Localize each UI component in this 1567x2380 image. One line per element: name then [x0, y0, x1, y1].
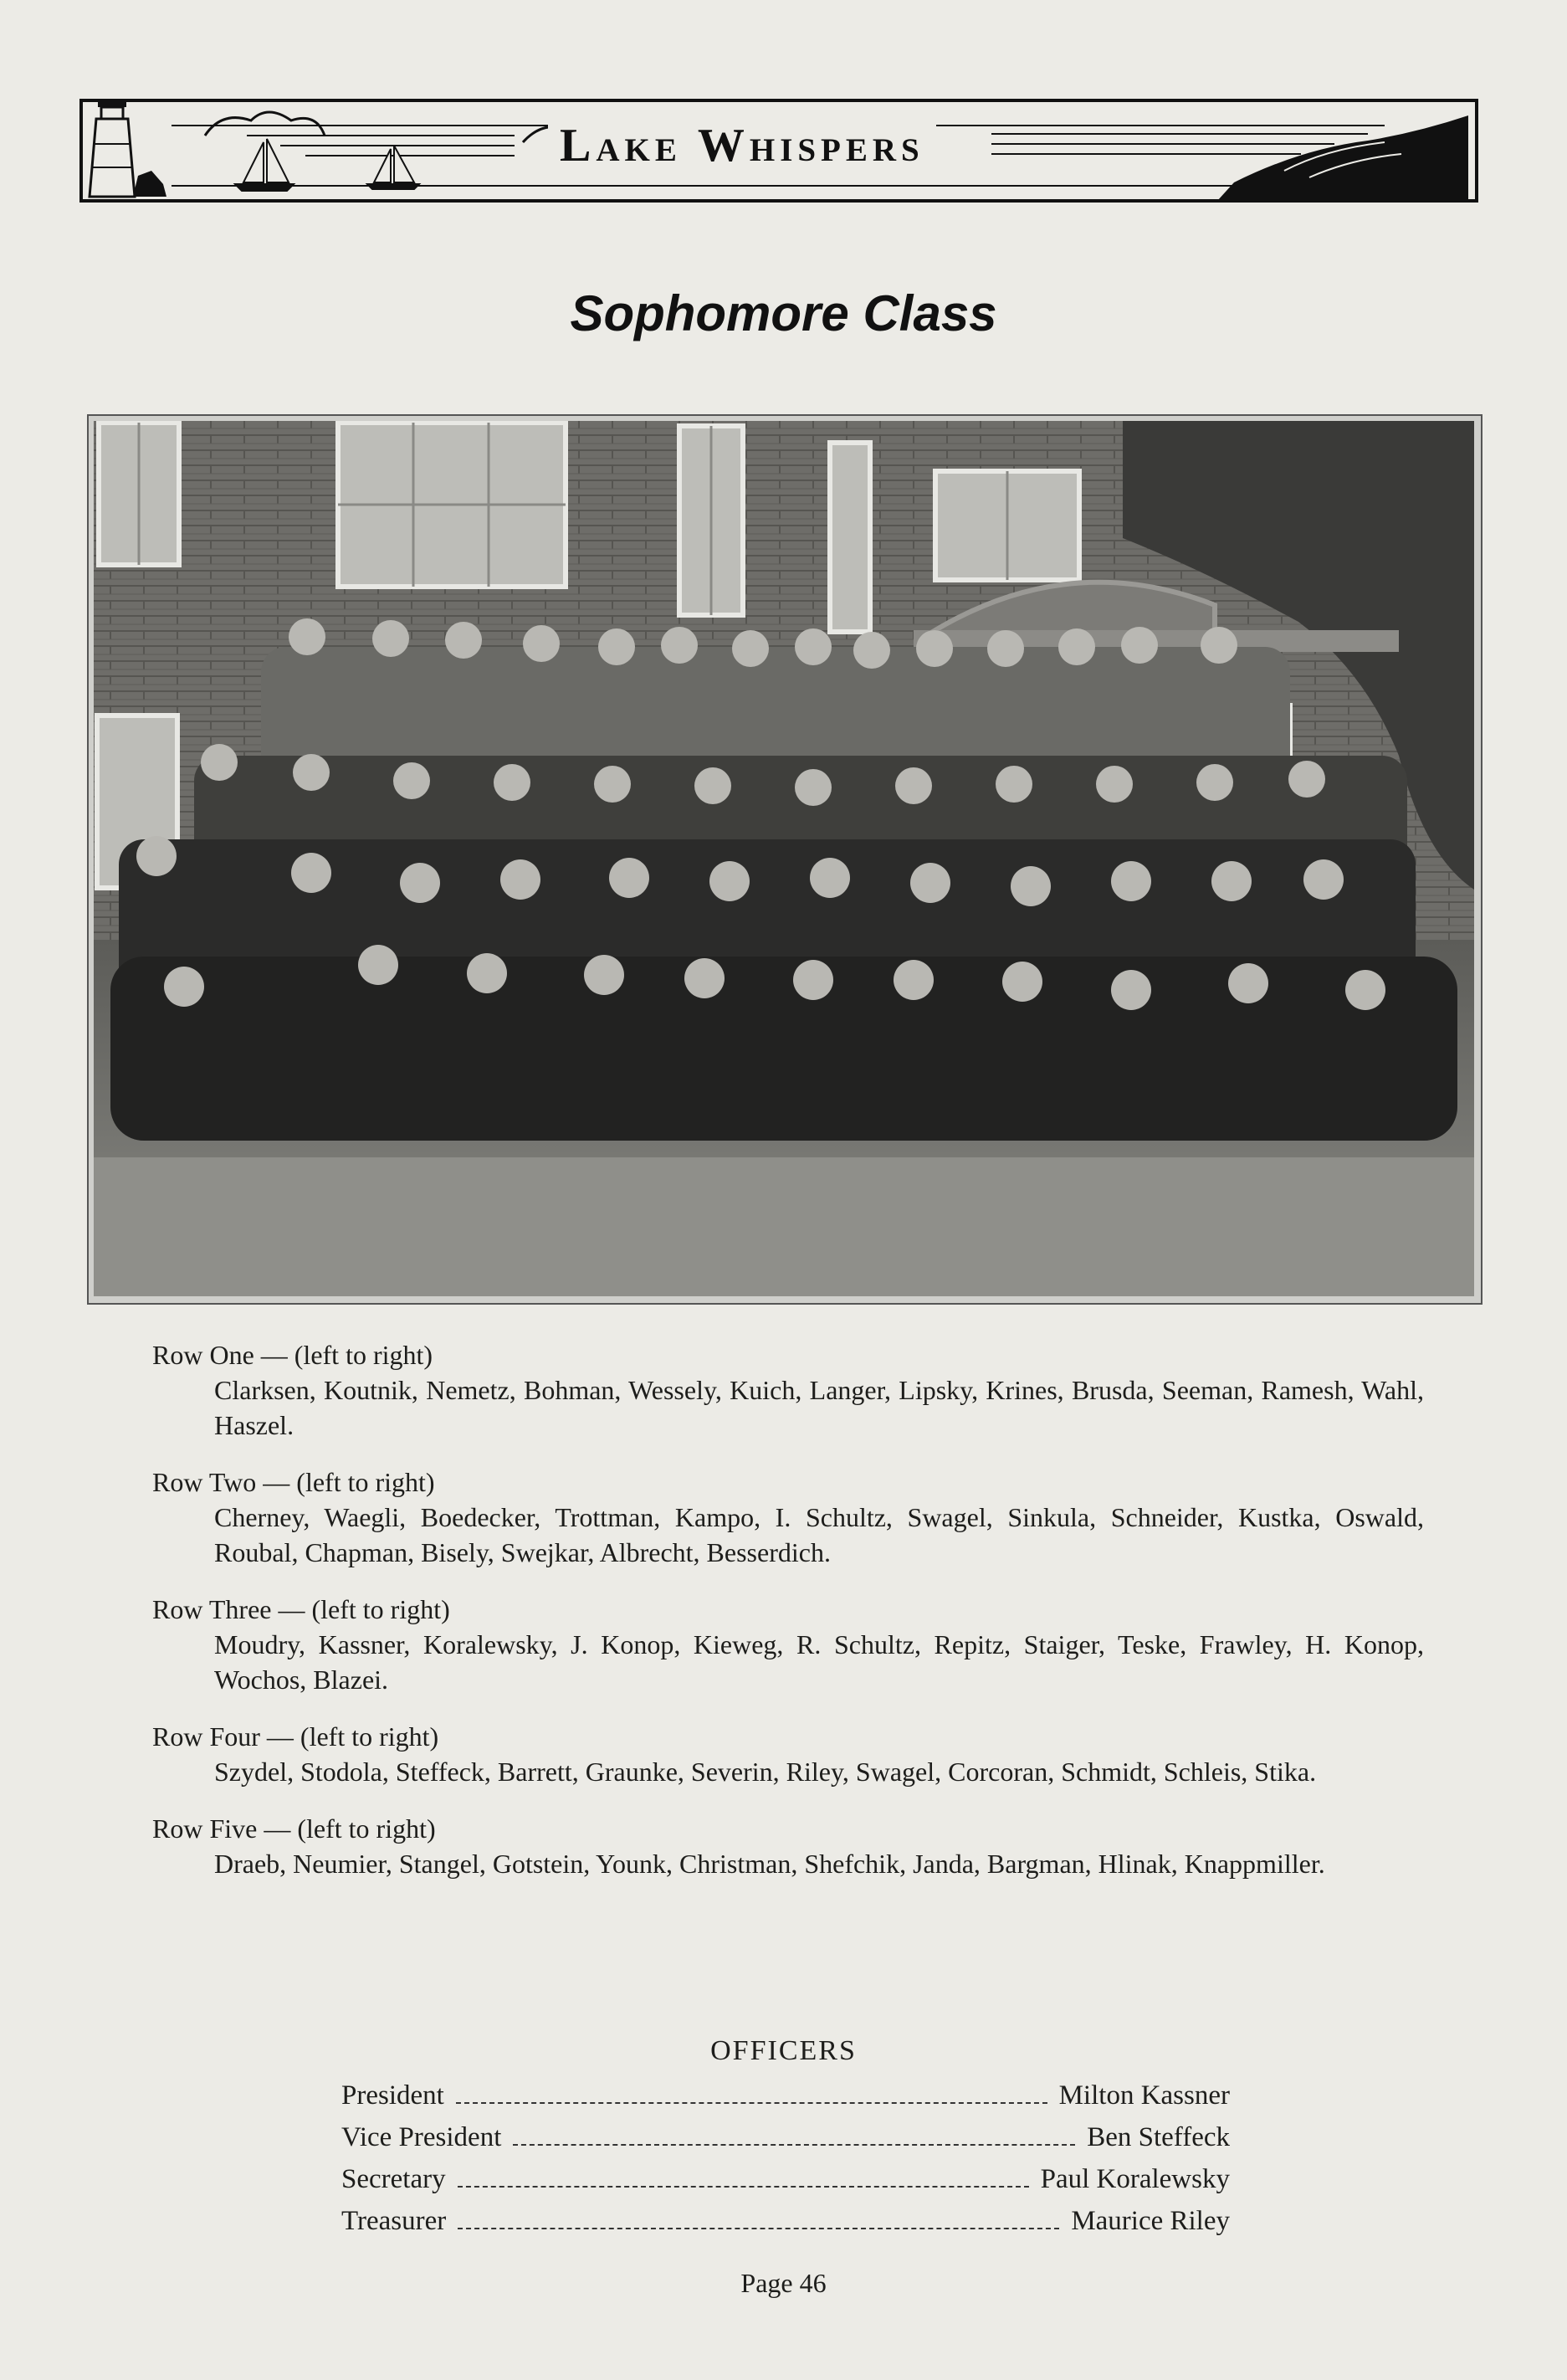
officer-role: President [341, 2080, 444, 2111]
row-names: Moudry, Kassner, Koralewsky, J. Konop, Kieweg, R. Schultz, Repitz, Staiger, Teske, Frawley, H. Konop, Wochos, Blazei. [214, 1629, 1424, 1695]
row-heading: Row One — (left to right) [152, 1340, 433, 1370]
dotted-leader [458, 2167, 1029, 2188]
lighthouse-icon [90, 99, 166, 197]
name-rows [152, 1337, 1424, 1903]
row-caption [152, 1464, 1424, 1570]
header-banner [79, 84, 1478, 205]
row-caption [152, 1592, 1424, 1697]
section-title: Sophomore Class [570, 285, 997, 341]
officers-heading: OFFICERS [710, 2035, 857, 2066]
class-photo [87, 414, 1483, 1305]
row-caption [152, 1719, 1424, 1789]
row-heading: Row Five — (left to right) [152, 1813, 436, 1844]
row-names: Cherney, Waegli, Boedecker, Trottman, Kampo, I. Schultz, Swagel, Sinkula, Schneider, Kustka, Oswald, Roubal, Chapman, Bisely, Swejkar, Albrecht, Besserdich. [214, 1502, 1424, 1567]
row-names: Szydel, Stodola, Steffeck, Barrett, Graunke, Severin, Riley, Swagel, Corcoran, Schmidt, Schleis, Stika. [214, 1757, 1317, 1787]
row-heading: Row Three — (left to right) [152, 1594, 450, 1624]
officer-role: Secretary [341, 2164, 446, 2194]
officer-role: Treasurer [341, 2206, 447, 2236]
row-caption [152, 1337, 1424, 1443]
page-number: Page 46 [740, 2268, 827, 2298]
publication-title: Lake Whispers [548, 119, 936, 172]
officer-president [341, 2080, 1230, 2119]
cliff-icon [1217, 115, 1468, 201]
row-heading: Row Four — (left to right) [152, 1721, 439, 1752]
row-names: Clarksen, Koutnik, Nemetz, Bohman, Wessely, Kuich, Langer, Lipsky, Krines, Brusda, Seeman, Ramesh, Wahl, Haszel. [214, 1375, 1424, 1440]
officer-treasurer [341, 2206, 1230, 2244]
officer-name: Milton Kassner [1058, 2080, 1230, 2111]
officer-secretary [341, 2164, 1230, 2203]
dotted-leader [458, 2209, 1059, 2229]
officer-vice-president [341, 2122, 1230, 2161]
officer-name: Paul Koralewsky [1040, 2164, 1230, 2194]
sailboat-icon [235, 139, 419, 191]
dotted-leader [513, 2126, 1075, 2146]
row-names: Draeb, Neumier, Stangel, Gotstein, Younk, Christman, Shefchik, Janda, Bargman, Hlinak, Knappmiller. [214, 1849, 1325, 1879]
officer-role: Vice President [341, 2122, 502, 2152]
row-caption [152, 1811, 1424, 1881]
class-photo-image [94, 421, 1474, 1296]
row-heading: Row Two — (left to right) [152, 1467, 435, 1497]
officer-name: Maurice Riley [1071, 2206, 1230, 2236]
officer-name: Ben Steffeck [1087, 2122, 1230, 2152]
dotted-leader [456, 2084, 1047, 2104]
